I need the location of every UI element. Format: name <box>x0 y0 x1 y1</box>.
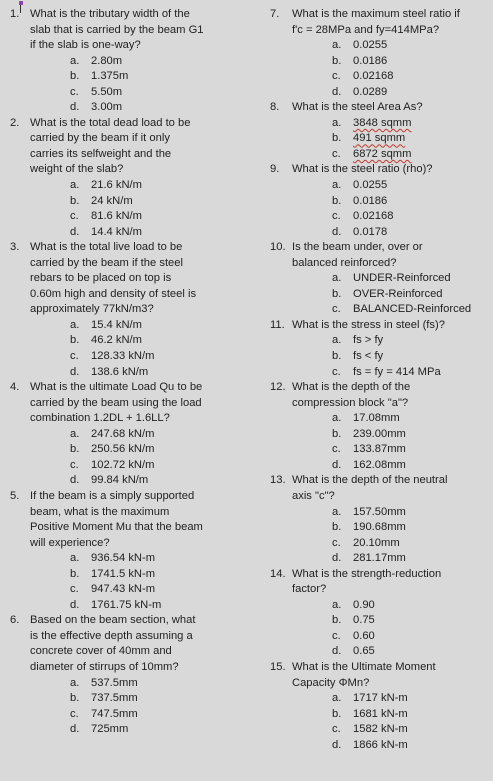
option-text: 133.87mm <box>353 443 406 456</box>
answer-options <box>30 318 240 380</box>
option-letter: b. <box>332 350 342 363</box>
answer-option <box>70 85 240 101</box>
option-letter: a. <box>332 116 342 129</box>
option-letter: c. <box>70 350 79 363</box>
answer-option <box>70 69 240 85</box>
option-letter: c. <box>332 629 341 642</box>
option-letter: c. <box>332 147 341 160</box>
question-text: If the beam is a simply supported beam, what is the maximum Positive Moment Mu that the beam will experience? <box>30 489 203 549</box>
question-1 <box>8 7 240 116</box>
option-letter: c. <box>332 303 341 316</box>
option-text: 0.0186 <box>353 54 388 67</box>
option-text: 0.02168 <box>353 70 394 83</box>
question-number: 6. <box>10 614 20 627</box>
question-number: 4. <box>10 381 20 394</box>
option-text: 281.17mm <box>353 552 406 565</box>
option-letter: c. <box>332 723 341 736</box>
answer-option <box>332 147 490 163</box>
question-number: 14. <box>270 567 286 580</box>
answer-options <box>292 691 490 753</box>
question-12 <box>270 380 490 473</box>
answer-option <box>70 598 240 614</box>
answer-option <box>332 691 490 707</box>
answer-option <box>70 707 240 723</box>
answer-option <box>332 365 490 381</box>
option-text: 46.2 kN/m <box>91 334 142 347</box>
answer-option <box>70 225 240 241</box>
answer-options <box>30 676 240 738</box>
answer-option <box>332 69 490 85</box>
question-text: What is the steel ratio (rho)? <box>292 163 433 176</box>
answer-option <box>332 116 490 132</box>
option-text: 747.5mm <box>91 707 138 720</box>
option-text: 725mm <box>91 723 129 736</box>
option-letter: d. <box>332 225 342 238</box>
question-number: 12. <box>270 381 286 394</box>
answer-options <box>292 271 490 318</box>
option-letter: a. <box>70 179 80 192</box>
answer-options <box>30 54 240 116</box>
question-number: 13. <box>270 474 286 487</box>
option-letter: a. <box>332 412 342 425</box>
answer-option <box>332 54 490 70</box>
answer-option <box>332 505 490 521</box>
option-text: 491 sqmm <box>353 132 406 145</box>
answer-options <box>30 178 240 240</box>
option-text: fs = fy = 414 MPa <box>353 365 441 378</box>
answer-options <box>292 178 490 240</box>
question-text: Is the beam under, over or balanced reinforced? <box>292 241 423 269</box>
option-letter: a. <box>70 552 80 565</box>
answer-option <box>332 629 490 645</box>
option-text: 0.60 <box>353 629 375 642</box>
option-text: 1.375m <box>91 70 129 83</box>
answer-option <box>332 38 490 54</box>
option-letter: a. <box>70 54 80 67</box>
option-letter: b. <box>332 54 342 67</box>
option-text: 1717 kN-m <box>353 692 408 705</box>
answer-option <box>70 194 240 210</box>
option-text: 0.0289 <box>353 85 388 98</box>
answer-option <box>332 598 490 614</box>
option-text: 21.6 kN/m <box>91 179 142 192</box>
answer-options <box>292 333 490 380</box>
question-text: What is the depth of the compression block "a"? <box>292 381 411 409</box>
answer-options <box>30 551 240 613</box>
option-text: 3848 sqmm <box>353 116 412 129</box>
question-10 <box>270 240 490 318</box>
option-letter: c. <box>332 70 341 83</box>
answer-option <box>332 722 490 738</box>
answer-option <box>70 676 240 692</box>
question-number: 9. <box>270 163 280 176</box>
answer-option <box>332 520 490 536</box>
answer-options <box>292 38 490 100</box>
option-letter: a. <box>332 272 342 285</box>
question-11 <box>270 318 490 380</box>
answer-option <box>70 209 240 225</box>
option-letter: d. <box>70 598 80 611</box>
option-text: 6872 sqmm <box>353 147 412 160</box>
question-text: What is the depth of the neutral axis "c"? <box>292 474 448 502</box>
question-14 <box>270 567 490 660</box>
answer-option <box>332 131 490 147</box>
answer-option <box>70 178 240 194</box>
option-letter: d. <box>70 474 80 487</box>
question-text: Based on the beam section, what is the effective depth assuming a concrete cover of 40mm and diameter of stirrups of 10mm? <box>30 614 196 673</box>
answer-option <box>70 458 240 474</box>
option-text: 24 kN/m <box>91 194 133 207</box>
option-letter: d. <box>70 365 80 378</box>
option-text: fs > fy <box>353 334 384 347</box>
option-letter: a. <box>332 334 342 347</box>
option-letter: a. <box>332 39 342 52</box>
option-letter: d. <box>332 552 342 565</box>
option-text: 20.10mm <box>353 536 400 549</box>
option-text: 99.84 kN/m <box>91 474 149 487</box>
question-2 <box>8 116 240 240</box>
answer-option <box>70 567 240 583</box>
answer-option <box>70 333 240 349</box>
question-3 <box>8 240 240 380</box>
option-text: 1681 kN-m <box>353 707 408 720</box>
answer-option <box>70 100 240 116</box>
question-text: What is the stress in steel (fs)? <box>292 318 445 331</box>
answer-option <box>332 536 490 552</box>
option-letter: d. <box>332 458 342 471</box>
option-text: UNDER-Reinforced <box>353 272 451 285</box>
option-text: 1582 kN-m <box>353 723 408 736</box>
option-letter: b. <box>70 692 80 705</box>
option-text: 128.33 kN/m <box>91 350 155 363</box>
answer-option <box>332 349 490 365</box>
option-letter: c. <box>332 443 341 456</box>
option-letter: a. <box>70 427 80 440</box>
question-number: 11. <box>270 318 285 331</box>
answer-options <box>292 411 490 473</box>
answer-option <box>332 209 490 225</box>
answer-option <box>332 442 490 458</box>
question-text: What is the total dead load to be carried by the beam if it only carries its selfweight and the weight of the slab? <box>30 116 191 176</box>
option-text: 81.6 kN/m <box>91 210 142 223</box>
option-text: 737.5mm <box>91 692 138 705</box>
answer-option <box>332 613 490 629</box>
option-letter: c. <box>70 85 79 98</box>
option-text: fs < fy <box>353 350 384 363</box>
answer-option <box>70 722 240 738</box>
option-letter: b. <box>332 287 342 300</box>
option-text: 0.75 <box>353 614 375 627</box>
answer-option <box>332 194 490 210</box>
question-text: What is the maximum steel ratio if f'c = 28MPa and fy=414MPa? <box>292 8 460 36</box>
option-letter: d. <box>332 85 342 98</box>
question-number: 7. <box>270 8 280 20</box>
option-text: 0.0186 <box>353 194 388 207</box>
option-letter: c. <box>332 210 341 223</box>
question-number: 15. <box>270 660 286 673</box>
answer-option <box>70 582 240 598</box>
answer-options <box>292 505 490 567</box>
answer-option <box>70 427 240 443</box>
option-letter: c. <box>332 536 341 549</box>
question-number: 10. <box>270 241 286 254</box>
option-text: 239.00mm <box>353 427 406 440</box>
answer-option <box>332 411 490 427</box>
question-text: What is the ultimate Load Qu to be carried by the beam using the load combination 1.2DL + 1.6LL? <box>30 381 203 425</box>
answer-option <box>70 349 240 365</box>
question-5 <box>8 489 240 613</box>
option-letter: b. <box>70 567 80 580</box>
answer-option <box>332 85 490 101</box>
answer-option <box>70 551 240 567</box>
answer-option <box>332 287 490 303</box>
question-7 <box>270 7 490 100</box>
answer-options <box>30 427 240 489</box>
question-text: What is the total live load to be carried by the beam if the steel rebars to be placed on top is 0.60m high and density of steel is approximately 77kN/m3? <box>30 241 197 316</box>
option-text: 936.54 kN-m <box>91 552 156 565</box>
option-text: 0.0255 <box>353 39 388 52</box>
option-letter: a. <box>332 692 342 705</box>
option-letter: a. <box>332 505 342 518</box>
option-letter: b. <box>70 334 80 347</box>
option-letter: a. <box>70 318 80 331</box>
option-text: 0.90 <box>353 598 375 611</box>
question-number: 3. <box>10 241 20 254</box>
option-text: 537.5mm <box>91 676 138 689</box>
option-letter: b. <box>70 443 80 456</box>
question-9 <box>270 162 490 240</box>
option-text: 0.0178 <box>353 225 388 238</box>
question-15 <box>270 660 490 753</box>
option-letter: d. <box>70 101 80 114</box>
answer-option <box>332 644 490 660</box>
answer-options <box>292 598 490 660</box>
answer-option <box>70 442 240 458</box>
option-letter: a. <box>332 598 342 611</box>
option-text: 250.56 kN/m <box>91 443 155 456</box>
option-letter: b. <box>332 427 342 440</box>
answer-option <box>332 178 490 194</box>
option-letter: c. <box>70 458 79 471</box>
left-column <box>8 7 240 738</box>
question-number: 8. <box>270 101 280 114</box>
answer-option <box>332 707 490 723</box>
option-letter: b. <box>332 521 342 534</box>
answer-option <box>332 271 490 287</box>
answer-option <box>70 691 240 707</box>
question-text: What is the steel Area As? <box>292 101 423 114</box>
question-text: What is the Ultimate Moment Capacity ΦMn? <box>292 660 436 689</box>
question-text: What is the strength-reduction factor? <box>292 567 442 596</box>
option-letter: d. <box>70 225 80 238</box>
answer-option <box>332 738 490 754</box>
option-letter: b. <box>332 614 342 627</box>
option-text: OVER-Reinforced <box>353 287 443 300</box>
option-text: 947.43 kN-m <box>91 583 156 596</box>
question-13 <box>270 473 490 566</box>
option-letter: b. <box>332 194 342 207</box>
option-letter: d. <box>332 645 342 658</box>
option-letter: c. <box>70 583 79 596</box>
answer-option <box>70 473 240 489</box>
option-text: 0.65 <box>353 645 375 658</box>
right-column <box>270 7 490 753</box>
option-letter: c. <box>332 365 341 378</box>
question-number: 5. <box>10 489 20 502</box>
option-letter: d. <box>332 738 342 751</box>
option-text: 0.02168 <box>353 210 394 223</box>
option-text: 3.00m <box>91 101 123 114</box>
option-text: 5.50m <box>91 85 123 98</box>
option-letter: c. <box>70 210 79 223</box>
answer-option <box>70 54 240 70</box>
option-text: 2.80m <box>91 54 123 67</box>
answer-option <box>332 225 490 241</box>
question-8 <box>270 100 490 162</box>
option-text: 102.72 kN/m <box>91 458 155 471</box>
option-text: 138.6 kN/m <box>91 365 149 378</box>
option-text: 162.08mm <box>353 458 406 471</box>
question-4 <box>8 380 240 489</box>
answer-option <box>70 365 240 381</box>
option-letter: c. <box>70 707 79 720</box>
option-text: 1866 kN-m <box>353 738 408 751</box>
option-text: 190.68mm <box>353 521 406 534</box>
answer-option <box>332 302 490 318</box>
question-6 <box>8 613 240 737</box>
option-text: 14.4 kN/m <box>91 225 142 238</box>
question-number: 1. <box>10 8 20 20</box>
option-text: 0.0255 <box>353 179 388 192</box>
answer-option <box>332 427 490 443</box>
answer-option <box>70 318 240 334</box>
option-text: 1761.75 kN-m <box>91 598 162 611</box>
option-text: 1741.5 kN-m <box>91 567 156 580</box>
option-letter: a. <box>332 179 342 192</box>
option-text: 157.50mm <box>353 505 406 518</box>
option-letter: b. <box>70 70 80 83</box>
option-letter: b. <box>70 194 80 207</box>
answer-option <box>332 551 490 567</box>
option-text: 247.68 kN/m <box>91 427 155 440</box>
answer-option <box>332 458 490 474</box>
question-text: What is the tributary width of the slab that is carried by the beam G1 if the slab is one-way? <box>30 8 204 52</box>
option-text: 17.08mm <box>353 412 400 425</box>
answer-option <box>332 333 490 349</box>
option-letter: b. <box>332 132 342 145</box>
option-letter: b. <box>332 707 342 720</box>
answer-options <box>292 116 490 163</box>
option-letter: a. <box>70 676 80 689</box>
option-text: BALANCED-Reinforced <box>353 303 472 316</box>
question-number: 2. <box>10 116 20 129</box>
option-text: 15.4 kN/m <box>91 318 142 331</box>
option-letter: d. <box>70 723 80 736</box>
